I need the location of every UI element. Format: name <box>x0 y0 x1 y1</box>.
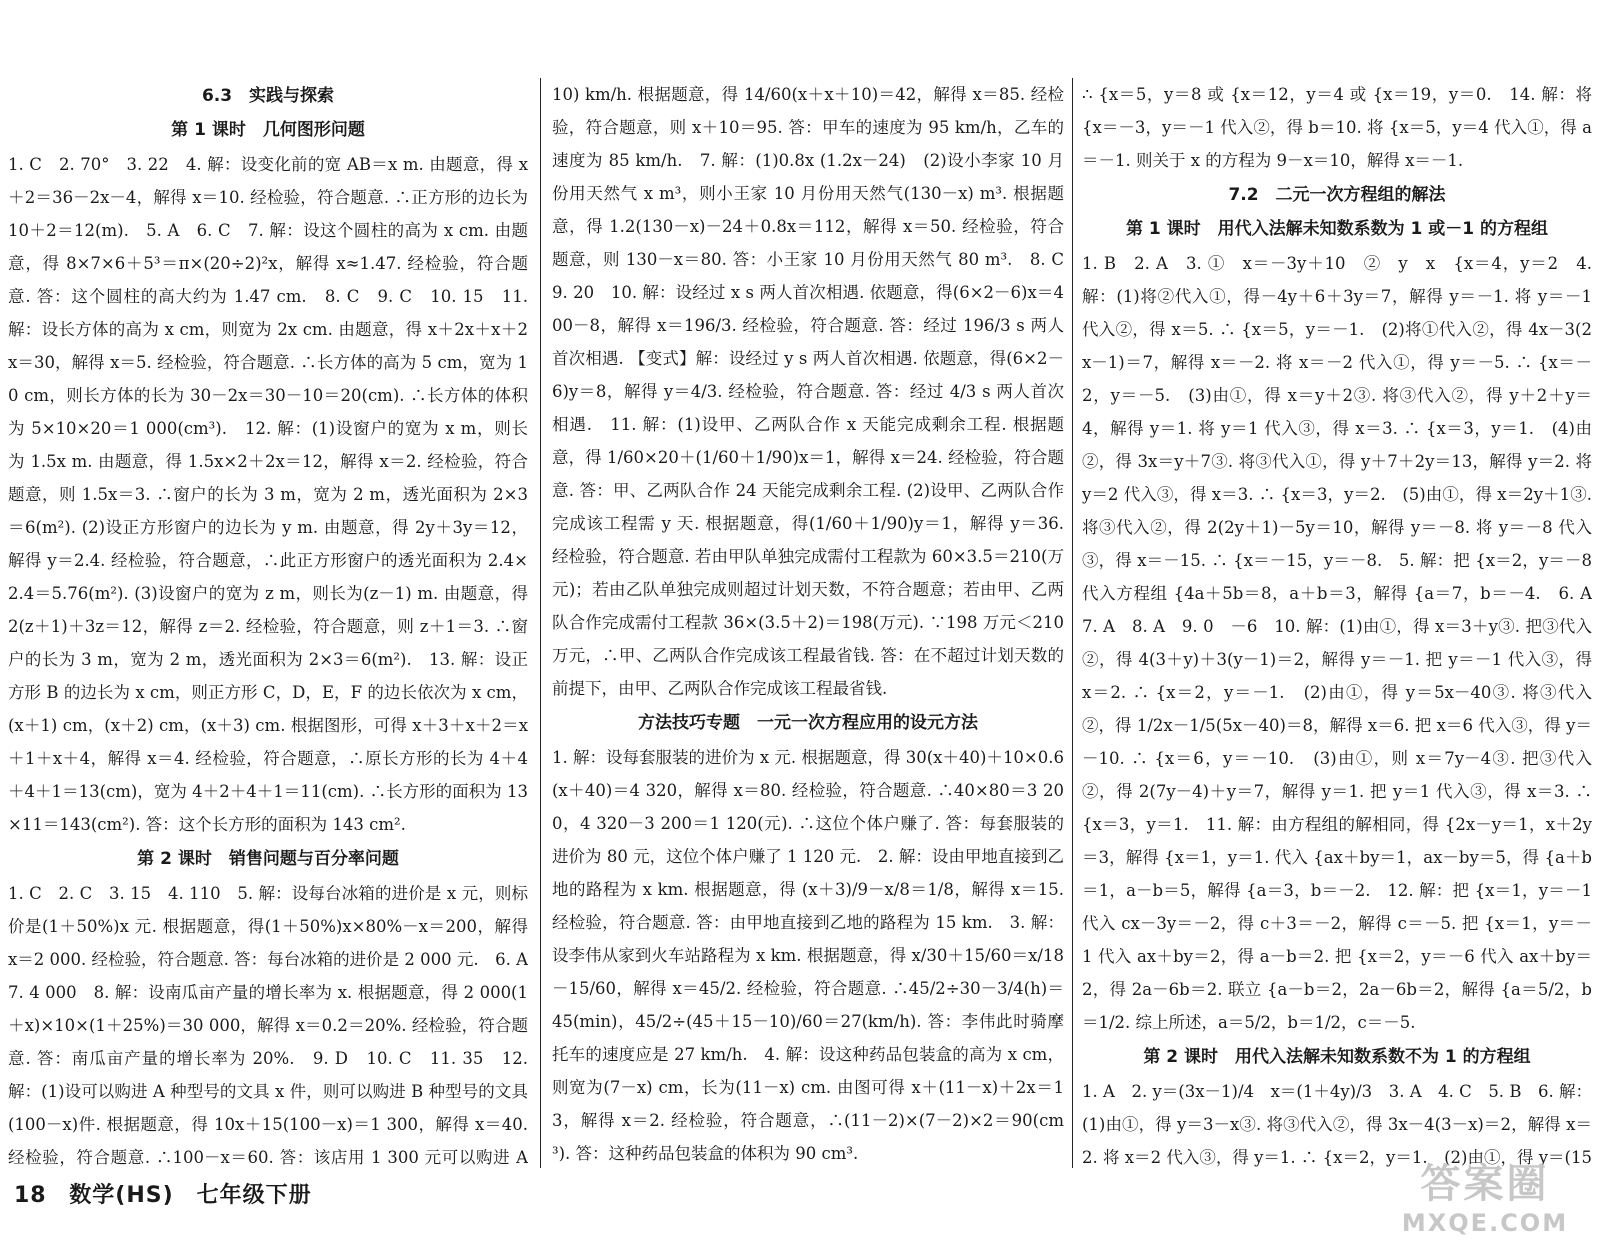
watermark-text: 答案圈 <box>1420 1161 1550 1207</box>
column-left <box>8 78 528 1168</box>
book-title: 数学(HS) 七年级下册 <box>69 1183 312 1208</box>
page-footer <box>14 1178 312 1209</box>
answers-special-topic: 1. 解：设每套服装的进价为 x 元. 根据题意，得 30(x＋40)＋10×0.6(x＋40)＝4 320，解得 x＝80. 经检验，符合题意. ∴40×80＝3 200，4 320－3 200＝1 120(元). ∴这位个体户赚了. 答：每套服装的进价为 80 元，这位个体户赚了 1 120 元. 2. 解：设由甲地直接到乙地的路程为 x km. 根据题意，得 (x＋3)/9－x/8＝1/8，解得 x＝15. 经检验，符合题意. 答：由甲地直接到乙地的路程为 15 km. 3. 解：设李伟从家到火车站路程为 x km. 根据题意，得 x/30＋15/60＝x/18－15/60，解得 x＝45/2. 经检验，符合题意. ∴45/2÷30－3/4(h)＝45(min)，45/2÷(45＋15－10)/60＝27(km/h). 答：李伟此时骑摩托车的速度应是 27 km/h. 4. 解：设这种药品包装盒的高为 x cm，则宽为(7－x) cm，长为(11－x) cm. 由图可得 x＋(11－x)＋2x＝13，解得 x＝2. 经检验，符合题意，∴(11－2)×(7－2)×2＝90(cm³). 答：这种药品包装盒的体积为 90 cm³. <box>552 748 1064 1163</box>
section-title-6-3: 6.3 实践与探索 <box>201 86 335 106</box>
column-right <box>1082 78 1592 1168</box>
answers-geometry: 1. C 2. 70° 3. 22 4. 解：设变化前的宽 AB＝x m. 由题意，得 x＋2＝36－2x－4，解得 x＝10. 经检验，符合题意. ∴正方形的边长为 10＋2＝12(m). 5. A 6. C 7. 解：设这个圆柱的高为 x cm. 由题意，得 8×7×6＋5³＝π×(20÷2)²x，解得 x≈1.47. 经检验，符合题意. 答：这个圆柱的高大约为 1.47 cm. 8. C 9. C 10. 15 11. 解：设长方体的高为 x cm，则宽为 2x cm. 由题意，得 x＋2x＋x＋2x＝30，解得 x＝5. 经检验，符合题意. ∴长方体的高为 5 cm，宽为 10 cm，则长方体的长为 30－2x＝30－10＝20(cm). ∴长方体的体积为 5×10×20＝1 000(cm³). 12. 解：(1)设窗户的宽为 x m，则长为 1.5x m. 由题意，得 1.5x×2＋2x＝12，解得 x＝2. 经检验，符合题意，则 1.5x＝3. ∴窗户的长为 3 m，宽为 2 m，透光面积为 2×3＝6(m²). (2)设正方形窗户的边长为 y m. 由题意，得 2y＋3y＝12，解得 y＝2.4. 经检验，符合题意，∴此正方形窗户的透光面积为 2.4×2.4＝5.76(m²). (3)设窗户的宽为 z m，则长为(z－1) m. 由题意，得 2(z＋1)＋3z＝12，解得 z＝2. 经检验，符合题意，则 z＋1＝3. ∴窗户的长为 3 m，宽为 2 m，透光面积为 2×3＝6(m²). 13. 解：设正方形 B 的边长为 x cm，则正方形 C，D，E，F 的边长依次为 x cm，(x＋1) cm，(x＋2) cm，(x＋3) cm. 根据图形，可得 x＋3＋x＋2＝x＋1＋x＋4，解得 x＝4. 经检验，符合题意，∴原长方形的长为 4＋4＋4＋1＝13(cm)，宽为 4＋2＋4＋1＝11(cm). ∴长方形的面积为 13×11＝143(cm²). 答：这个长方形的面积为 143 cm². <box>8 155 528 834</box>
watermark-url: MXQE.COM <box>1401 1209 1569 1237</box>
column-middle <box>552 78 1064 1168</box>
watermark-logo <box>1380 1160 1590 1246</box>
special-topic-title: 方法技巧专题 一元一次方程应用的设元方法 <box>638 713 978 733</box>
answers-engineering-continued: 10) km/h. 根据题意，得 14/60(x＋x＋10)＝42，解得 x＝85. 经检验，符合题意，则 x＋10＝95. 答：甲车的速度为 95 km/h，乙车的速度为 85 km/h. 7. 解：(1)0.8x (1.2x－24) (2)设小李家 10 月份用天然气 x m³，则小王家 10 月份用天然气(130－x) m³. 根据题意，得 1.2(130－x)－24＋0.8x＝112，解得 x＝50. 经检验，符合题意，则 130－x＝80. 答：小王家 10 月份用天然气 80 m³. 8. C 9. 20 10. 解：设经过 x s 两人首次相遇. 依题意，得(6×2－6)x＝400－8，解得 x＝196/3. 经检验，符合题意. 答：经过 196/3 s 两人首次相遇. 【变式】解：设经过 y s 两人首次相遇. 依题意，得(6×2－6)y＝8，解得 y＝4/3. 经检验，符合题意. 答：经过 4/3 s 两人首次相遇. 11. 解：(1)设甲、乙两队合作 x 天能完成剩余工程. 根据题意，得 1/60×20＋(1/60＋1/90)x＝1，解得 x＝24. 经检验，符合题意. 答：甲、乙两队合作 24 天能完成剩余工程. (2)设甲、乙两队合作完成该工程需 y 天. 根据题意，得(1/60＋1/90)y＝1，解得 y＝36. 经检验，符合题意. 若由甲队单独完成需付工程款为 60×3.5＝210(万元)；若由乙队单独完成则超过计划天数，不符合题意；若由甲、乙两队合作完成需付工程款 36×(3.5＋2)＝198(万元). ∵198 万元＜210 万元，∴甲、乙两队合作完成该工程最省钱. 答：在不超过计划天数的前提下，由甲、乙两队合作完成该工程最省钱. <box>552 85 1064 698</box>
lesson-title-substitution-2: 第 2 课时 用代入法解未知数系数不为 1 的方程组 <box>1143 1047 1531 1067</box>
lesson-title-sales: 第 2 课时 销售问题与百分率问题 <box>137 849 399 869</box>
answers-substitution-2: 1. A 2. y＝(3x－1)/4 x＝(1＋4y)/3 3. A 4. C 5. B 6. 解：(1)由①，得 y＝3－x③. 将③代入②，得 3x－4(3－x)＝2，解得 x＝2. 将 x＝2 代入③，得 y＝1. ∴ {x＝2，y＝1. (2)由①，得 y＝(15 <box>1082 1082 1592 1167</box>
answers-sales: 1. C 2. C 3. 15 4. 110 5. 解：设每台冰箱的进价是 x 元，则标价是(1＋50%)x 元. 根据题意，得(1＋50%)x×80%－x＝200，解得 x＝2 000. 经检验，符合题意. 答：每台冰箱的进价是 2 000 元. 6. A 7. 4 000 8. 解：设南瓜亩产量的增长率为 x. 根据题意，得 2 000(1＋x)×10×(1＋25%)＝30 000，解得 x＝0.2＝20%. 经检验，符合题意. 答：南瓜亩产量的增长率为 20%. 9. D 10. C 11. 35 12. 解：(1)设可以购进 A 种型号的文具 x 件，则可以购进 B 种型号的文具(100－x)件. 根据题意，得 10x＋15(100－x)＝1 300，解得 x＝40. 经检验，符合题意. ∴100－x＝60. 答：该店用 1 300 元可以购进 A <box>8 884 528 1167</box>
column-divider-2 <box>1072 78 1073 1168</box>
page-number: 18 <box>14 1183 47 1208</box>
answers-substitution-1: 1. B 2. A 3. ① x＝－3y＋10 ② y x {x＝4，y＝2 4. 解：(1)将②代入①，得－4y＋6＋3y＝7，解得 y＝－1. 将 y＝－1 代入②，得 x＝5. ∴ {x＝5，y＝－1. (2)将①代入②，得 4x－3(2x－1)＝7，解得 x＝－2. 将 x＝－2 代入①，得 y＝－5. ∴ {x＝－2，y＝－5. (3)由①，得 x＝y＋2③. 将③代入②，得 y＋2＋y＝4，解得 y＝1. 将 y＝1 代入③，得 x＝3. ∴ {x＝3，y＝1. (4)由②，得 3x＝y＋7③. 将③代入①，得 y＋7＋2y＝13，解得 y＝2. 将 y＝2 代入③，得 x＝3. ∴ {x＝3，y＝2. (5)由①，得 x＝2y＋1③. 将③代入②，得 2(2y＋1)－5y＝10，解得 y＝－8. 将 y＝－8 代入③，得 x＝－15. ∴ {x＝－15，y＝－8. 5. 解：把 {x＝2，y＝－8 代入方程组 {4a＋5b＝8，a＋b＝3，解得 {a＝7，b＝－4. 6. A 7. A 8. A 9. 0 －6 10. 解：(1)由①，得 x＝3＋y③. 把③代入②，得 4(3＋y)＋3(y－1)＝2，解得 y＝－1. 把 y＝－1 代入③，得 x＝2. ∴ {x＝2，y＝－1. (2)由①，得 y＝5x－40③. 将③代入②，得 1/2x－1/5(5x－40)＝8，解得 x＝6. 把 x＝6 代入③，得 y＝－10. ∴ {x＝6，y＝－10. (3)由①，则 x＝7y－4③. 把③代入②，得 2(7y－4)＋y＝7，解得 y＝1. 把 y＝1 代入③，得 x＝3. ∴ {x＝3，y＝1. 11. 解：由方程组的解相同，得 {2x－y＝1，x＋2y＝3，解得 {x＝1，y＝1. 代入 {ax＋by＝1，ax－by＝5，得 {a＋b＝1，a－b＝5，解得 {a＝3，b＝－2. 12. 解：把 {x＝1，y＝－1 代入 cx－3y＝－2，得 c＋3＝－2，解得 c＝－5. 把 {x＝1，y＝－1 代入 ax＋by＝2，得 a－b＝2. 把 {x＝2，y＝－6 代入 ax＋by＝2，得 2a－6b＝2. 联立 {a－b＝2，2a－6b＝2，解得 {a＝5/2，b＝1/2. 综上所述，a＝5/2，b＝1/2，c＝－5. <box>1082 254 1592 1032</box>
lesson-title-geometry: 第 1 课时 几何图形问题 <box>171 120 365 140</box>
section-title-7-2: 7.2 二元一次方程组的解法 <box>1228 185 1446 205</box>
lesson-title-substitution-1: 第 1 课时 用代入法解未知数系数为 1 或－1 的方程组 <box>1125 219 1549 239</box>
column-divider-1 <box>540 78 541 1168</box>
answers-7-1-continued: ∴ {x＝5，y＝8 或 {x＝12，y＝4 或 {x＝19，y＝0. 14. 解：将 {x＝－3，y＝－1 代入②，得 b＝10. 将 {x＝5，y＝4 代入①，得 a＝－1. 则关于 x 的方程为 9－x＝10，解得 x＝－1. <box>1082 85 1592 170</box>
